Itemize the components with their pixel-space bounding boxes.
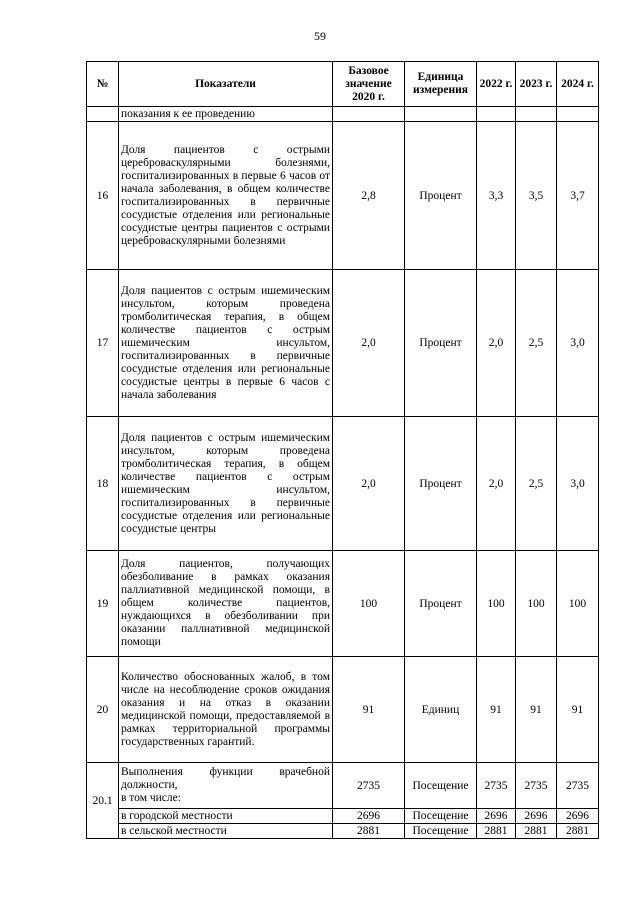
cell-num: 18 [87,417,119,551]
cell-base: 91 [333,657,405,763]
cell-unit [405,107,477,122]
table-row [87,270,599,417]
cell-2023: 2735 [516,763,557,809]
indicator-text: Выполнения функции врачебной должности, [121,766,330,791]
cell-2023: 100 [516,551,557,657]
cell-indicator: Доля пациентов с острым ишемическим инсультом, которым проведена тромболитическая терапия, в общем количестве пациентов с острым ишемическим инсультом, госпитализированных в первичные сосудистые отделения или региональные сосудистые центры [119,417,333,551]
cell-base: 2735 [333,763,405,809]
cell-unit: Процент [405,122,477,270]
cell-indicator: в городской местности [119,809,333,824]
cell-2023: 2,5 [516,417,557,551]
cell-num: 16 [87,122,119,270]
header-unit: Единица измерения [405,62,477,107]
cell-2024: 2696 [557,809,599,824]
cell-unit: Процент [405,270,477,417]
header-base-value: Базовое значение 2020 г. [333,62,405,107]
cell-base: 2,0 [333,417,405,551]
table-row [87,824,599,839]
header-2022: 2022 г. [477,62,516,107]
cell-2024: 2881 [557,824,599,839]
cell-num: 20.1 [87,763,119,839]
cell-2023 [516,107,557,122]
cell-unit: Единиц [405,657,477,763]
cell-2023: 2696 [516,809,557,824]
cell-indicator: Доля пациентов, получающих обезболивание в рамках оказания паллиативной медицинской помощи, в общем количестве пациентов, нуждающихся в обезболивании при оказании паллиативной медицинской помощи [119,551,333,657]
cell-unit: Процент [405,417,477,551]
cell-unit: Процент [405,551,477,657]
table-row-continuation [87,107,599,122]
cell-2022: 2,0 [477,270,516,417]
cell-2023: 3,5 [516,122,557,270]
cell-base: 2881 [333,824,405,839]
table-row [87,122,599,270]
cell-2022: 2696 [477,809,516,824]
cell-base [333,107,405,122]
cell-indicator: показания к ее проведению [119,107,333,122]
cell-2022: 2881 [477,824,516,839]
cell-num: 19 [87,551,119,657]
cell-2022: 91 [477,657,516,763]
cell-indicator: Доля пациентов с острыми цереброваскулярными болезнями, госпитализированных в первые 6 часов от начала заболевания, в общем количестве госпитализированных в первичные сосудистые отделения или региональные сосудистые центры пациентов с острыми цереброваскулярными болезнями [119,122,333,270]
cell-2023: 91 [516,657,557,763]
cell-num: 20 [87,657,119,763]
cell-2024: 2735 [557,763,599,809]
table-row [87,417,599,551]
cell-2023: 2881 [516,824,557,839]
cell-indicator: в сельской местности [119,824,333,839]
cell-2022: 100 [477,551,516,657]
table-row [87,657,599,763]
header-2024: 2024 г. [557,62,599,107]
table-row [87,763,599,809]
table-row [87,551,599,657]
cell-indicator: Количество обоснованных жалоб, в том числе на несоблюдение сроков ожидания оказания и на отказ в оказании медицинской помощи, предоставляемой в рамках территориальной программы государственных гарантий. [119,657,333,763]
cell-2023: 2,5 [516,270,557,417]
table-header-row [87,62,599,107]
cell-2024 [557,107,599,122]
header-num: № [87,62,119,107]
cell-2024: 100 [557,551,599,657]
table-row [87,809,599,824]
cell-base: 2,8 [333,122,405,270]
cell-indicator [119,763,333,809]
header-indicator: Показатели [119,62,333,107]
header-2023: 2023 г. [516,62,557,107]
cell-2022: 3,3 [477,122,516,270]
cell-2024: 91 [557,657,599,763]
cell-2022 [477,107,516,122]
cell-unit: Посещение [405,824,477,839]
cell-indicator: Доля пациентов с острым ишемическим инсультом, которым проведена тромболитическая терапия, в общем количестве пациентов с острым ишемическим инсультом, госпитализированных в первичные сосудистые отделения или региональные сосудистые центры в первые 6 часов с начала заболевания [119,270,333,417]
cell-base: 2696 [333,809,405,824]
cell-base: 2,0 [333,270,405,417]
cell-2024: 3,7 [557,122,599,270]
cell-unit: Посещение [405,763,477,809]
cell-2022: 2735 [477,763,516,809]
cell-base: 100 [333,551,405,657]
cell-num [87,107,119,122]
cell-num: 17 [87,270,119,417]
indicator-text-continued: в том числе: [121,792,181,804]
indicators-table [86,61,599,839]
cell-2022: 2,0 [477,417,516,551]
cell-2024: 3,0 [557,417,599,551]
cell-2024: 3,0 [557,270,599,417]
cell-unit: Посещение [405,809,477,824]
page-number: 59 [314,29,326,43]
